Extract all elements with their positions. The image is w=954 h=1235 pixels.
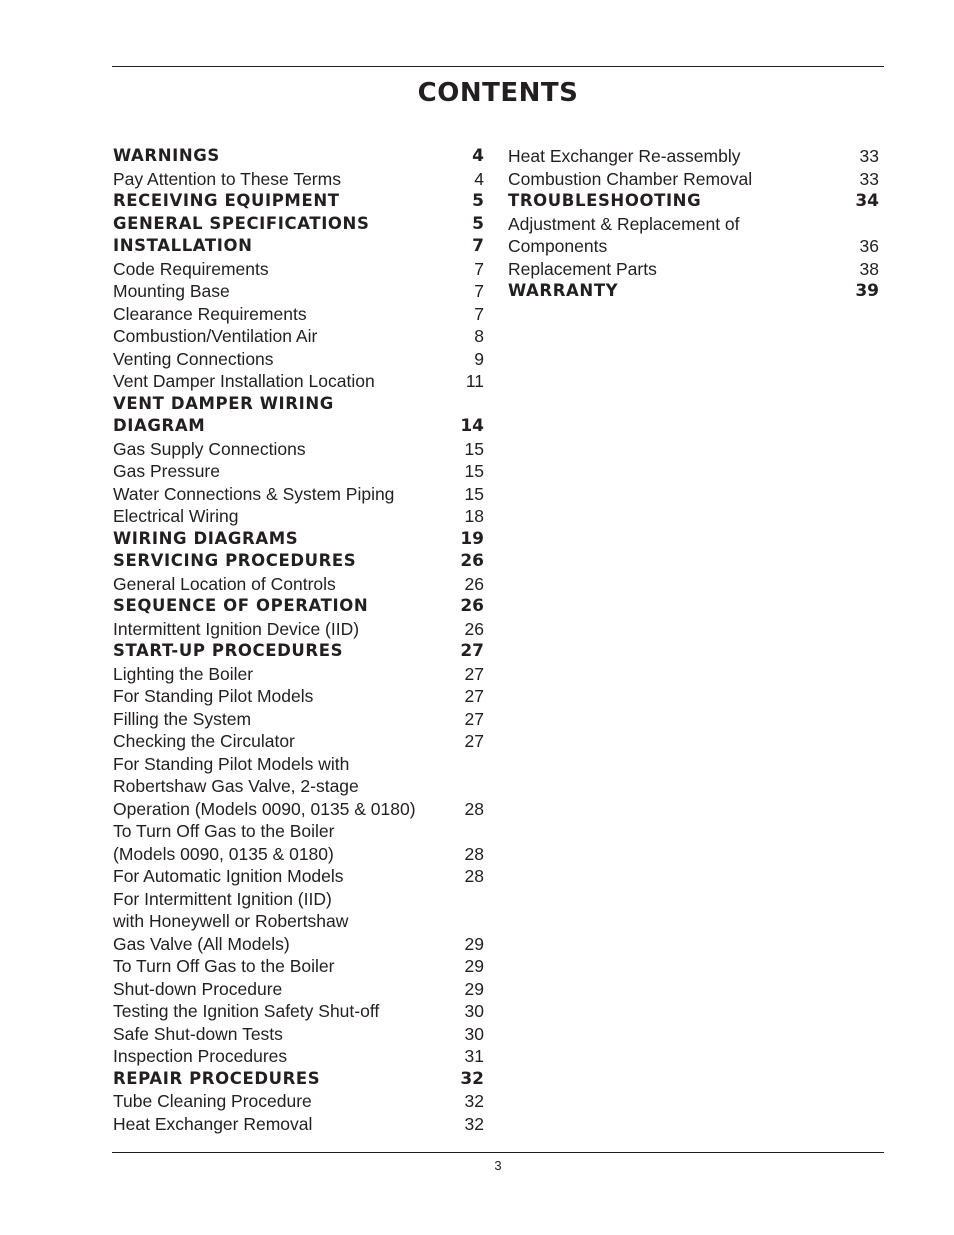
toc-entry-page: 26	[460, 596, 484, 616]
page-number: 3	[494, 1158, 502, 1173]
toc-entry	[113, 348, 485, 371]
toc-entry-page: 30	[464, 1001, 484, 1021]
toc-entry-label: SERVICING PROCEDURES	[113, 551, 357, 570]
toc-entry	[113, 798, 485, 821]
toc-entry-page: 27	[464, 663, 484, 684]
toc-entry	[113, 708, 485, 731]
toc-entry-label: (Models 0090, 0135 & 0180)	[113, 843, 334, 864]
toc-entry-page: 5	[472, 191, 484, 211]
toc-entry-page: 29	[464, 933, 484, 954]
toc-entry-label: TROUBLESHOOTING	[508, 191, 702, 210]
toc-entry-page: 29	[464, 978, 484, 999]
toc-entry	[113, 573, 485, 596]
toc-entry-page: 32	[464, 1113, 484, 1134]
toc-entry-label: Operation (Models 0090, 0135 & 0180)	[113, 798, 416, 819]
toc-entry-label: Gas Valve (All Models)	[113, 933, 290, 954]
toc-entry-page: 30	[464, 1023, 484, 1044]
toc-entry-label: VENT DAMPER WIRING	[113, 393, 334, 413]
toc-section-heading	[508, 190, 880, 213]
toc-entry-page: 4	[474, 168, 484, 189]
toc-entry	[508, 258, 880, 281]
toc-entry	[113, 775, 485, 798]
toc-entry-label: General Location of Controls	[113, 573, 336, 594]
toc-entry-label: For Intermittent Ignition (IID)	[113, 888, 332, 909]
toc-entry-page: 32	[464, 1091, 484, 1111]
toc-entry-label: Water Connections & System Piping	[113, 483, 395, 504]
toc-entry-page: 26	[464, 618, 484, 639]
toc-entry-label: Heat Exchanger Re-assembly	[508, 146, 741, 166]
toc-entry-label: Combustion Chamber Removal	[508, 168, 753, 189]
toc-entry-label: Gas Supply Connections	[113, 438, 306, 459]
toc-entry	[113, 888, 485, 911]
toc-entry-label: For Automatic Ignition Models	[113, 866, 344, 886]
toc-entry-label: Filling the System	[113, 708, 252, 729]
toc-section-heading	[113, 393, 485, 416]
toc-entry	[113, 865, 485, 888]
toc-entry-page: 38	[859, 258, 879, 279]
toc-entry-label: Mounting Base	[113, 281, 230, 301]
toc-section-heading	[113, 145, 485, 168]
toc-entry-label: Heat Exchanger Removal	[113, 1113, 313, 1134]
toc-entry-label: Safe Shut-down Tests	[113, 1023, 283, 1044]
toc-entry-label: WARRANTY	[508, 281, 619, 300]
toc-entry-page: 5	[472, 213, 484, 234]
toc-entry	[113, 168, 485, 191]
toc-entry-page: 9	[474, 348, 484, 369]
toc-entry	[113, 258, 485, 281]
toc-entry-label: Checking the Circulator	[113, 731, 295, 751]
toc-entry	[113, 303, 485, 326]
toc-entry	[113, 1113, 485, 1136]
toc-entry-label: WARNINGS	[113, 146, 220, 165]
toc-entry-page: 27	[460, 641, 484, 661]
toc-entry-label: Adjustment & Replacement of	[508, 213, 740, 234]
toc-entry-label: with Honeywell or Robertshaw	[113, 911, 349, 931]
toc-entry-page: 26	[460, 551, 484, 571]
toc-entry-page: 15	[464, 461, 484, 481]
toc-section-heading	[113, 550, 485, 573]
toc-entry-label: Gas Pressure	[113, 461, 220, 481]
toc-entry-page: 29	[464, 956, 484, 976]
toc-entry	[113, 1045, 485, 1068]
toc-right-column	[508, 145, 880, 303]
toc-entry	[113, 663, 485, 686]
toc-entry-page: 8	[474, 326, 484, 346]
toc-entry-page: 19	[460, 528, 484, 549]
toc-entry	[113, 910, 485, 933]
toc-entry-label: INSTALLATION	[113, 236, 253, 255]
toc-left-column	[113, 145, 485, 1135]
toc-entry	[113, 730, 485, 753]
toc-entry	[113, 1000, 485, 1023]
toc-section-heading	[113, 640, 485, 663]
toc-entry-label: Replacement Parts	[508, 258, 657, 279]
toc-entry-page: 7	[472, 236, 484, 256]
toc-entry-page: 26	[464, 573, 484, 594]
toc-entry	[113, 685, 485, 708]
toc-entry-label: Inspection Procedures	[113, 1046, 288, 1066]
toc-entry	[113, 933, 485, 956]
toc-entry-label: Code Requirements	[113, 258, 269, 279]
toc-entry-label: Electrical Wiring	[113, 506, 239, 526]
toc-entry	[113, 1023, 485, 1046]
toc-entry	[113, 820, 485, 843]
toc-entry-label: REPAIR PROCEDURES	[113, 1068, 321, 1088]
toc-entry-label: WIRING DIAGRAMS	[113, 528, 299, 548]
toc-entry-label: DIAGRAM	[113, 416, 206, 435]
toc-entry-label: Combustion/Ventilation Air	[113, 326, 318, 346]
toc-entry-page: 27	[464, 686, 484, 706]
bottom-rule	[112, 1152, 884, 1153]
toc-section-heading	[113, 528, 485, 551]
toc-entry	[508, 235, 880, 258]
toc-entry	[508, 168, 880, 191]
toc-entry-page: 18	[464, 506, 484, 526]
toc-entry-page: 33	[859, 168, 879, 189]
toc-section-heading	[113, 213, 485, 236]
toc-section-heading	[113, 415, 485, 438]
toc-entry-page: 28	[464, 798, 484, 819]
toc-entry	[113, 280, 485, 303]
toc-entry-label: Clearance Requirements	[113, 303, 307, 324]
toc-entry-page: 34	[855, 191, 879, 211]
toc-entry-label: To Turn Off Gas to the Boiler	[113, 821, 335, 841]
toc-entry-page: 27	[464, 708, 484, 729]
toc-entry	[113, 483, 485, 506]
toc-section-heading	[113, 235, 485, 258]
toc-entry-label: Robertshaw Gas Valve, 2-stage	[113, 776, 359, 796]
toc-section-heading	[113, 190, 485, 213]
toc-entry-page: 7	[474, 303, 484, 324]
toc-entry-label: Venting Connections	[113, 348, 274, 369]
toc-section-heading	[508, 280, 880, 303]
toc-entry-label: Components	[508, 236, 608, 256]
toc-entry-page: 33	[859, 146, 879, 166]
page-title: CONTENTS	[417, 78, 579, 108]
toc-entry	[113, 370, 485, 393]
toc-entry-label: To Turn Off Gas to the Boiler	[113, 956, 335, 976]
toc-entry-page: 4	[472, 146, 484, 166]
toc-entry-label: Vent Damper Installation Location	[113, 371, 375, 391]
toc-entry-page: 28	[464, 843, 484, 864]
toc-entry	[113, 843, 485, 866]
toc-entry-label: Intermittent Ignition Device (IID)	[113, 618, 360, 639]
toc-entry-page: 28	[464, 866, 484, 886]
toc-entry	[113, 505, 485, 528]
toc-entry-label: For Standing Pilot Models	[113, 686, 314, 706]
toc-entry	[113, 618, 485, 641]
toc-entry-label: SEQUENCE OF OPERATION	[113, 596, 369, 615]
toc-entry	[113, 978, 485, 1001]
toc-entry-label: GENERAL SPECIFICATIONS	[113, 213, 370, 233]
toc-entry	[113, 460, 485, 483]
toc-entry-page: 32	[460, 1068, 484, 1089]
toc-entry-label: For Standing Pilot Models with	[113, 753, 350, 774]
toc-entry	[113, 955, 485, 978]
toc-entry	[113, 438, 485, 461]
toc-entry-label: START-UP PROCEDURES	[113, 641, 344, 660]
toc-section-heading	[113, 595, 485, 618]
toc-entry-page: 27	[464, 731, 484, 751]
toc-entry-label: Tube Cleaning Procedure	[113, 1091, 312, 1111]
toc-section-heading	[113, 1068, 485, 1091]
toc-entry-page: 31	[464, 1046, 484, 1066]
toc-entry-label: Pay Attention to These Terms	[113, 168, 341, 189]
toc-entry-page: 39	[855, 281, 879, 301]
toc-entry	[113, 753, 485, 776]
top-rule	[112, 66, 884, 67]
toc-entry-page: 36	[859, 236, 879, 256]
toc-entry-label: Shut-down Procedure	[113, 978, 283, 999]
toc-entry	[113, 1090, 485, 1113]
toc-entry-page: 14	[460, 416, 484, 436]
toc-entry-page: 7	[474, 258, 484, 279]
toc-entry	[113, 325, 485, 348]
toc-entry-label: Lighting the Boiler	[113, 663, 254, 684]
toc-entry-label: RECEIVING EQUIPMENT	[113, 191, 340, 210]
toc-entry	[508, 145, 880, 168]
toc-entry-page: 11	[465, 371, 484, 391]
toc-entry-page: 15	[464, 438, 484, 459]
toc-entry-label: Testing the Ignition Safety Shut-off	[113, 1001, 380, 1021]
toc-entry-page: 7	[474, 281, 484, 301]
toc-entry	[508, 213, 880, 236]
toc-entry-page: 15	[464, 483, 484, 504]
